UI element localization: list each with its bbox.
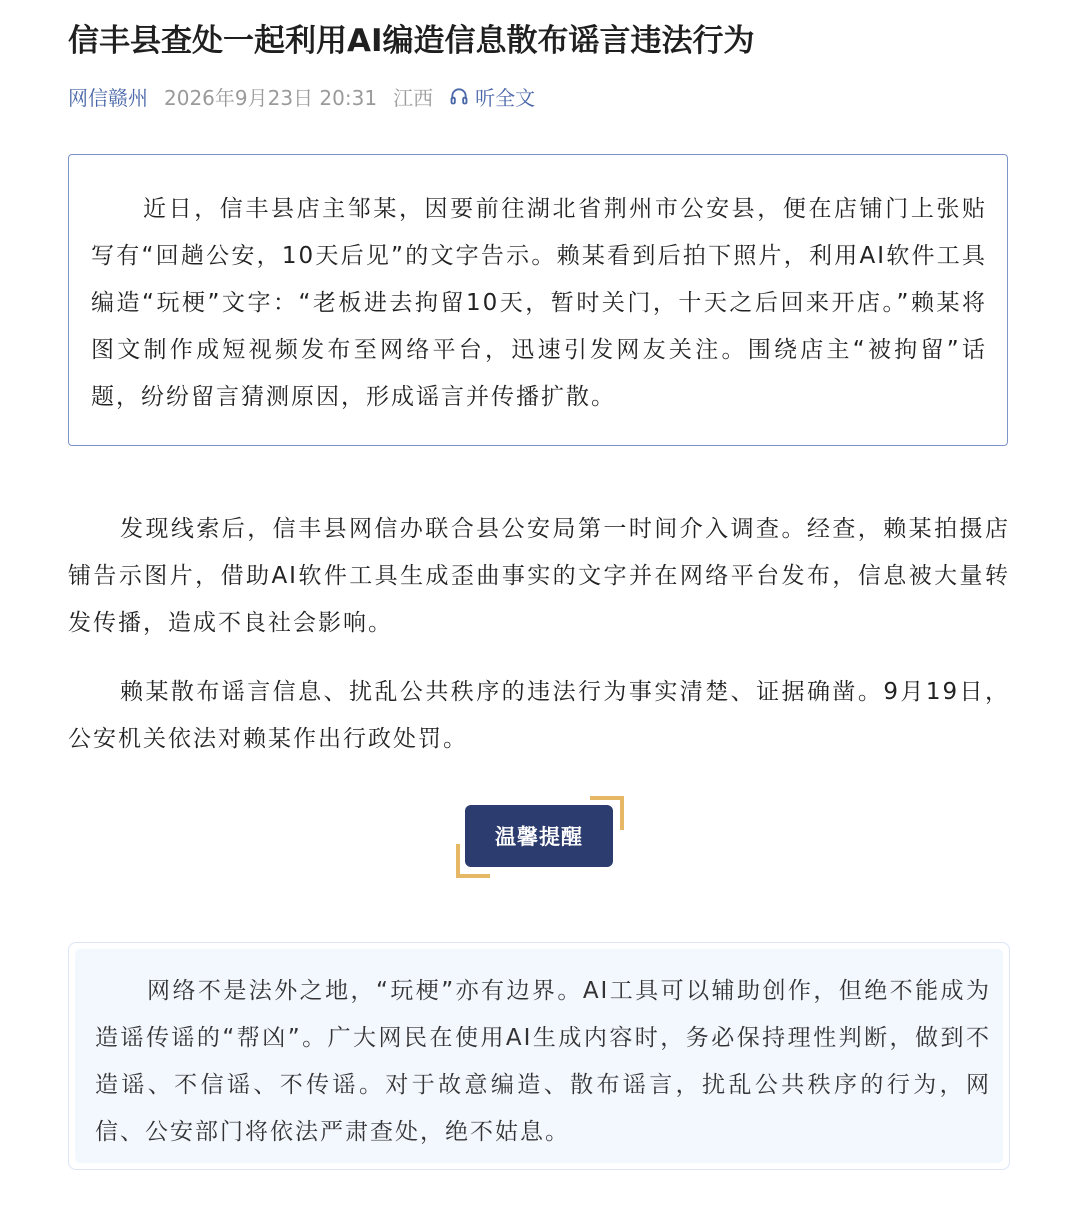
body-paragraph-2: 赖某散布谣言信息、扰乱公共秩序的违法行为事实清楚、证据确凿。9月19日，公安机关依法对赖某作出行政处罚。 — [68, 679, 1010, 752]
headphones-icon — [449, 86, 469, 106]
article-meta — [68, 78, 535, 114]
reminder-box — [68, 942, 1010, 1170]
article-title: 信丰县查处一起利用AI编造信息散布谣言违法行为 — [68, 23, 755, 59]
listen-button[interactable] — [449, 82, 535, 111]
reminder-paragraph: 网络不是法外之地，“玩梗”亦有边界。AI工具可以辅助创作，但绝不能成为造谣传谣的“帮凶”。广大网民在使用AI生成内容时，务必保持理性判断，做到不造谣、不信谣、不传谣。对于故意编造、散布谣言，扰乱公共秩序的行为，网信、公安部门将依法严肃查处，绝不姑息。 — [95, 978, 991, 1145]
summary-paragraph: 近日，信丰县店主邹某，因要前往湖北省荆州市公安县，便在店铺门上张贴写有“回趟公安，10天后见”的文字告示。赖某看到后拍下照片，利用AI软件工具编造“玩梗”文字：“老板进去拘留10天，暂时关门，十天之后回来开店。”赖某将图文制作成短视频发布至网络平台，迅速引发网友关注。围绕店主“被拘留”话题，纷纷留言猜测原因，形成谣言并传播扩散。 — [91, 196, 987, 410]
listen-label: 听全文 — [475, 85, 536, 110]
publish-datetime: 2026年9月23日 20:31 — [164, 85, 378, 110]
reminder-label: 温馨提醒 — [465, 805, 613, 867]
location-label: 江西 — [393, 85, 434, 110]
source-link[interactable]: 网信赣州 — [68, 85, 148, 110]
reminder-box-inner — [75, 949, 1003, 1163]
reminder-badge — [456, 796, 624, 878]
body-paragraph-1: 发现线索后，信丰县网信办联合县公安局第一时间介入调查。经查，赖某拍摄店铺告示图片，借助AI软件工具生成歪曲事实的文字并在网络平台发布，信息被大量转发传播，造成不良社会影响。 — [68, 516, 1010, 636]
summary-box — [68, 154, 1008, 446]
